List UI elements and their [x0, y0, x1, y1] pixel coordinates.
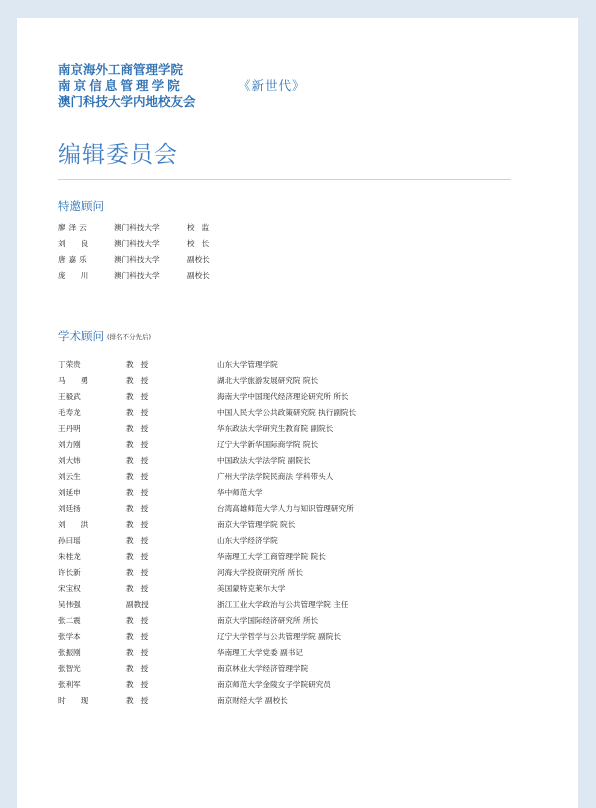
advisor-rank: 教授: [126, 632, 156, 641]
page: [17, 18, 578, 808]
advisor-name: 王毅武: [58, 392, 81, 401]
advisor-name: 张学本: [58, 632, 81, 641]
advisor-affiliation: 广州大学法学院民商法 学科带头人: [217, 472, 334, 481]
advisor-name: 唐嘉乐: [58, 255, 90, 264]
org-nanjing-overseas: 南京海外工商管理学院: [58, 62, 184, 77]
special-advisors-title: 特邀顾问: [58, 199, 104, 213]
advisor-affiliation: 湖北大学旅游发展研究院 院长: [217, 376, 319, 385]
advisor-affiliation: 山东大学经济学院: [217, 536, 278, 545]
advisor-name: 廖泽云: [58, 223, 90, 232]
advisor-rank: 教授: [126, 568, 156, 577]
advisor-affiliation: 美国蒙特克莱尔大学: [217, 584, 286, 593]
advisor-affiliation: 中国人民大学公共政策研究院 执行副院长: [217, 408, 357, 417]
advisor-rank: 教授: [126, 408, 156, 417]
advisor-role: 副校长: [187, 271, 210, 280]
advisor-rank: 教授: [126, 696, 156, 705]
org-macau-alumni: 澳门科技大学内地校友会: [58, 94, 196, 109]
advisor-affiliation: 南京财经大学 副校长: [217, 696, 288, 705]
advisor-rank: 教授: [126, 504, 156, 513]
advisor-affiliation: 辽宁大学哲学与公共管理学院 副院长: [217, 632, 341, 641]
advisor-role: 校长: [187, 239, 217, 248]
advisor-org: 澳门科技大学: [114, 255, 160, 264]
advisor-role: 副校长: [187, 255, 210, 264]
advisor-affiliation: 台湾高雄师范大学人力与知识管理研究所: [217, 504, 354, 513]
advisor-name: 丁荣贵: [58, 360, 81, 369]
advisor-affiliation: 中国政法大学法学院 副院长: [217, 456, 311, 465]
advisor-affiliation: 华东政法大学研究生教育院 副院长: [217, 424, 334, 433]
advisor-affiliation: 南京大学国际经济研究所 所长: [217, 616, 319, 625]
advisor-rank: 教授: [126, 440, 156, 449]
advisor-name: 张智光: [58, 664, 81, 673]
advisor-rank: 教授: [126, 360, 156, 369]
advisor-rank: 教授: [126, 664, 156, 673]
advisor-name: 许长新: [58, 568, 81, 577]
academic-advisors-heading: [58, 328, 151, 344]
advisor-rank: 教授: [126, 376, 156, 385]
advisor-name: 刘延申: [58, 488, 81, 497]
org-nanjing-info: 南京信息管理学院: [58, 78, 183, 93]
advisor-name: 王丹明: [58, 424, 81, 433]
advisor-name: 毛寿龙: [58, 408, 81, 417]
advisor-affiliation: 华中师范大学: [217, 488, 263, 497]
advisor-rank: 教授: [126, 392, 156, 401]
advisor-name: 刘廷扬: [58, 504, 81, 513]
advisor-affiliation: 南京林业大学经济管理学院: [217, 664, 309, 673]
advisor-rank: 教授: [126, 520, 156, 529]
advisor-role: 校监: [187, 223, 217, 232]
advisor-affiliation: 浙江工业大学政治与公共管理学院 主任: [217, 600, 349, 609]
advisor-name: 张利军: [58, 680, 81, 689]
advisor-affiliation: 河海大学投资研究所 所长: [217, 568, 303, 577]
advisor-rank: 副教授: [126, 600, 149, 609]
special-advisors-heading: [58, 198, 104, 214]
advisor-org: 澳门科技大学: [114, 271, 160, 280]
advisor-org: 澳门科技大学: [114, 239, 160, 248]
advisor-affiliation: 辽宁大学新华国际商学院 院长: [217, 440, 319, 449]
advisor-rank: 教授: [126, 472, 156, 481]
advisor-name: 刘大炜: [58, 456, 81, 465]
advisor-rank: 教授: [126, 488, 156, 497]
advisor-name: 张振刚: [58, 648, 81, 657]
advisor-name: 刘良: [58, 239, 104, 248]
divider: [58, 179, 511, 180]
advisor-rank: 教授: [126, 584, 156, 593]
advisor-affiliation: 海南大学中国现代经济理论研究所 所长: [217, 392, 349, 401]
magazine-name: 《新世代》: [238, 78, 306, 93]
advisor-rank: 教授: [126, 424, 156, 433]
institution-header: [58, 62, 306, 110]
advisor-affiliation: 南京大学管理学院 院长: [217, 520, 296, 529]
advisor-name: 吴伟强: [58, 600, 81, 609]
advisor-name: 刘洪: [58, 520, 104, 529]
advisor-rank: 教授: [126, 456, 156, 465]
advisor-affiliation: 华南理工大学党委 副书记: [217, 648, 303, 657]
advisor-rank: 教授: [126, 616, 156, 625]
advisor-rank: 教授: [126, 552, 156, 561]
advisor-name: 朱桂龙: [58, 552, 81, 561]
advisor-name: 宋宝权: [58, 584, 81, 593]
advisor-name: 刘云生: [58, 472, 81, 481]
advisor-name: 孙曰瑶: [58, 536, 81, 545]
advisor-affiliation: 南京师范大学金陵女子学院研究员: [217, 680, 331, 689]
advisor-org: 澳门科技大学: [114, 223, 160, 232]
advisor-rank: 教授: [126, 648, 156, 657]
advisor-name: 时现: [58, 696, 104, 705]
academic-advisors-title: 学术顾问: [58, 329, 104, 343]
advisor-name: 庞川: [58, 271, 104, 280]
advisor-name: 马勇: [58, 376, 104, 385]
advisor-rank: 教授: [126, 680, 156, 689]
ranking-note: (排名不分先后): [107, 333, 152, 341]
advisor-name: 刘力刚: [58, 440, 81, 449]
advisor-affiliation: 山东大学管理学院: [217, 360, 278, 369]
advisor-rank: 教授: [126, 536, 156, 545]
advisor-name: 张二震: [58, 616, 81, 625]
advisor-affiliation: 华南理工大学工商管理学院 院长: [217, 552, 326, 561]
page-title: 编辑委员会: [58, 142, 178, 168]
